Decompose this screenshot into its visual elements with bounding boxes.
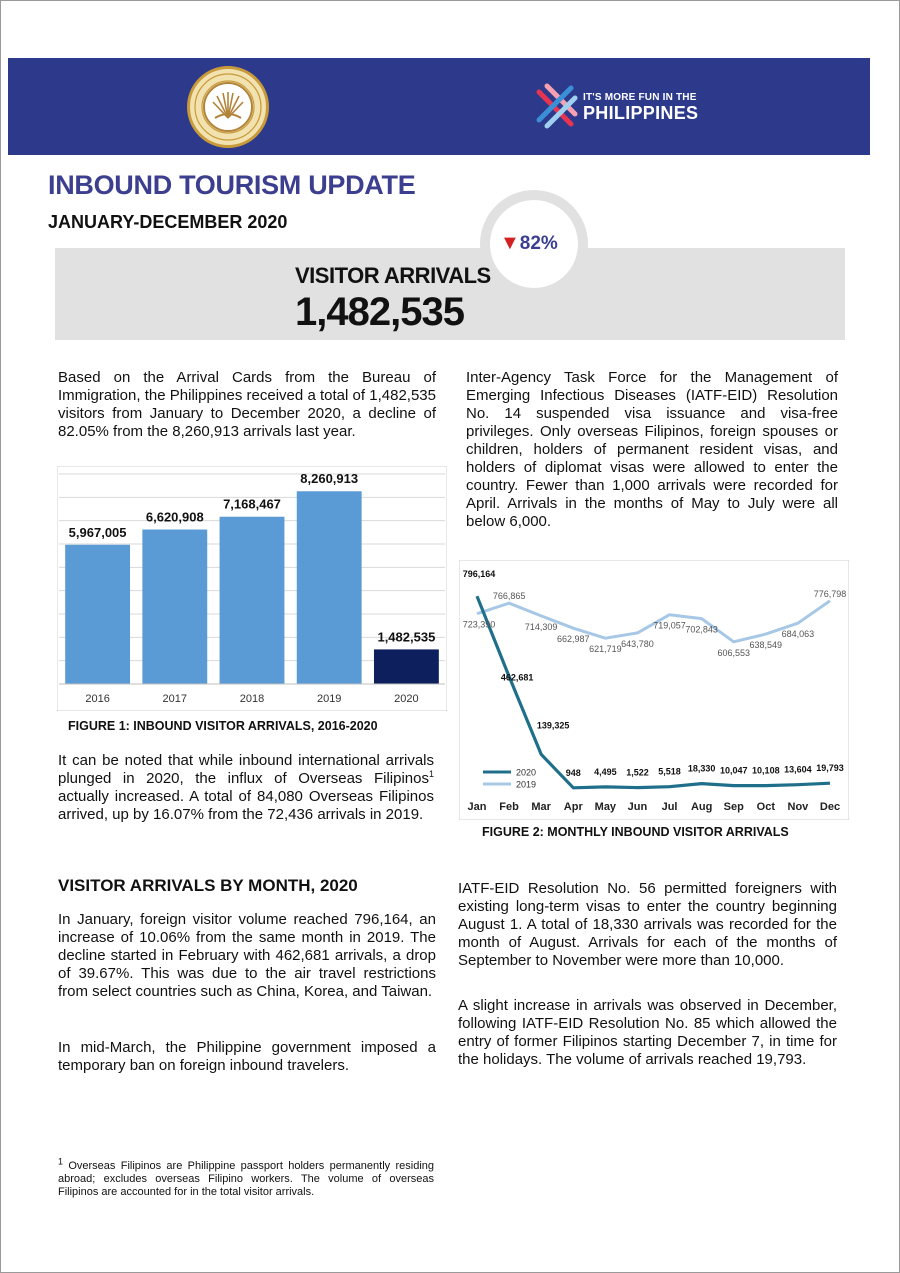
change-value: 82% (519, 233, 558, 254)
figure1-tick-label: 2020 (394, 693, 419, 705)
figure1-svg (57, 466, 447, 711)
visitor-arrivals-label: VISITOR ARRIVALS (295, 263, 491, 288)
figure1-chart (57, 466, 447, 711)
figure2-tick-label: Jun (627, 801, 648, 813)
footnote-ref: 1 (428, 769, 434, 779)
figure1-data-label: 1,482,535 (377, 629, 436, 645)
its-more-fun-logo (535, 82, 715, 132)
figure2-data-label-2019: 662,987 (556, 634, 590, 645)
figure2-data-label-2020: 796,164 (462, 569, 496, 579)
ofw-text-b: actually increased. A total of 84,080 Overseas Filipinos arrived, up by 16.07% from the 72,436 arrivals in 2019. (58, 788, 434, 823)
figure2-data-label-2020: 19,793 (816, 763, 844, 774)
figure2-data-label-2019: 606,553 (717, 647, 751, 658)
header-banner (8, 58, 870, 155)
change-badge (500, 232, 558, 255)
figure2-data-label-2019: 719,057 (653, 620, 686, 631)
figure2-data-label-2019: 621,719 (589, 644, 622, 655)
august-paragraph: IATF-EID Resolution No. 56 permitted foreigners with existing long-term visas to enter the country beginning August 1. A total of 18,330 arrivals was recorded for the month of August. Arrivals for each of the months of September to November were more than 10,000. (458, 880, 837, 969)
january-paragraph: In January, foreign visitor volume reached 796,164, an increase of 10.06% from the same month in 2019. The decline started in February with 462,681 arrivals, a drop of 39.67%. This was due to the air travel restrictions from select countries such as China, Korea, and Taiwan. (58, 911, 436, 1000)
section-heading: VISITOR ARRIVALS BY MONTH, 2020 (58, 876, 358, 895)
figure2-data-label-2019: 702,843 (685, 624, 718, 635)
figure1-caption: FIGURE 1: INBOUND VISITOR ARRIVALS, 2016-2020 (68, 719, 378, 733)
figure1-data-label: 5,967,005 (68, 524, 127, 540)
footnote (58, 1156, 434, 1199)
visitor-arrivals-value: 1,482,535 (295, 290, 464, 334)
figure2-caption: FIGURE 2: MONTHLY INBOUND VISITOR ARRIVALS (482, 825, 789, 839)
figure2-data-label-2019: 643,780 (621, 638, 654, 649)
ofw-paragraph (58, 752, 434, 824)
figure1-bar-2019 (297, 491, 362, 684)
figure1-tick-label: 2017 (162, 693, 188, 705)
page-subtitle: JANUARY-DECEMBER 2020 (48, 212, 288, 232)
figure2-data-label-2020: 10,108 (752, 765, 780, 776)
figure1-bar-2018 (220, 517, 285, 684)
figure2-tick-label: Aug (690, 801, 713, 813)
figure2-tick-label: Nov (787, 801, 809, 813)
figure2-tick-label: Dec (819, 801, 841, 813)
figure1-tick-label: 2019 (316, 693, 342, 705)
figure1-tick-label: 2016 (85, 693, 110, 705)
down-arrow-icon: ▼ (500, 232, 520, 254)
figure1-data-label: 8,260,913 (300, 471, 359, 487)
brand-name: PHILIPPINES (583, 103, 699, 123)
figure1-tick-label: 2018 (239, 693, 265, 705)
figure2-data-label-2019: 638,549 (749, 640, 783, 651)
figure2-chart (459, 560, 849, 820)
figure2-tick-label: Jan (467, 801, 487, 813)
december-paragraph: A slight increase in arrivals was observed in December, following IATF-EID Resolution No. 85 which allowed the entry of former Filipinos starting December 7, in time for the holidays. The volume of arrivals reached 19,793. (458, 997, 837, 1068)
figure2-tick-label: Feb (499, 801, 519, 813)
figure2-legend-label: 2020 (516, 767, 537, 778)
brand-tagline: IT'S MORE FUN IN THE (583, 92, 697, 103)
figure1-bar-2017 (142, 530, 207, 684)
iatf-paragraph: Inter-Agency Task Force for the Management of Emerging Infectious Diseases (IATF-EID) Resolution No. 14 suspended visa issuance and visa-free privileges. Only overseas Filipinos, foreign spouses or children, holders of permanent resident visas, and holders of diplomat visas were allowed to enter the country. Fewer than 1,000 arrivals were recorded for April. Arrivals in the months of May to July were all below 6,000. (466, 369, 838, 530)
figure2-data-label-2020: 5,518 (658, 766, 681, 777)
figure2-data-label-2019: 714,309 (524, 621, 558, 632)
figure2-data-label-2019: 776,798 (813, 588, 847, 599)
seal-sunburst-icon (203, 82, 253, 132)
figure2-tick-label: May (594, 801, 617, 813)
figure2-data-label-2019: 723,390 (462, 619, 496, 630)
figure2-tick-label: Sep (723, 801, 744, 813)
figure2-tick-label: Apr (563, 801, 583, 813)
figure2-legend-label: 2019 (516, 779, 537, 790)
march-paragraph: In mid-March, the Philippine government imposed a temporary ban on foreign inbound travelers. (58, 1039, 436, 1074)
figure1-data-label: 6,620,908 (145, 509, 204, 525)
figure2-data-label-2020: 18,330 (687, 763, 716, 774)
page-title: INBOUND TOURISM UPDATE (48, 170, 416, 200)
figure2-data-label-2020: 4,495 (594, 766, 617, 777)
figure2-tick-label: Jul (661, 801, 678, 813)
intro-paragraph: Based on the Arrival Cards from the Bureau of Immigration, the Philippines received a total of 1,482,535 visitors from January to December 2020, a decline of 82.05% from the 8,260,913 arrivals last year. (58, 369, 436, 440)
figure2-data-label-2019: 766,865 (492, 591, 526, 602)
ofw-text-a: It can be noted that while inbound international arrivals plunged in 2020, the influx of Overseas Filipinos (58, 752, 434, 787)
figure1-bar-2020 (374, 649, 439, 684)
figure1-bar-2016 (65, 545, 130, 684)
figure2-data-label-2020: 13,604 (784, 764, 812, 775)
footnote-mark: 1 (58, 1156, 64, 1167)
figure2-data-label-2019: 684,063 (781, 629, 815, 640)
dot-seal-logo (187, 66, 269, 148)
figure2-svg (459, 560, 849, 820)
figure2-tick-label: Mar (531, 801, 551, 813)
figure1-data-label: 7,168,467 (223, 496, 281, 512)
figure2-tick-label: Oct (756, 801, 775, 813)
figure2-data-label-2020: 139,325 (536, 720, 570, 731)
figure2-data-label-2020: 462,681 (500, 672, 534, 683)
figure2-data-label-2020: 948 (565, 767, 581, 778)
figure2-data-label-2020: 10,047 (719, 765, 748, 776)
woven-stripes-icon (535, 82, 579, 130)
footnote-text: Overseas Filipinos are Philippine passport holders permanently residing abroad; excludes overseas Filipino workers. The volume of overseas Filipinos are accounted for in the total visitor arrivals. (58, 1160, 434, 1198)
figure2-data-label-2020: 1,522 (626, 767, 649, 778)
